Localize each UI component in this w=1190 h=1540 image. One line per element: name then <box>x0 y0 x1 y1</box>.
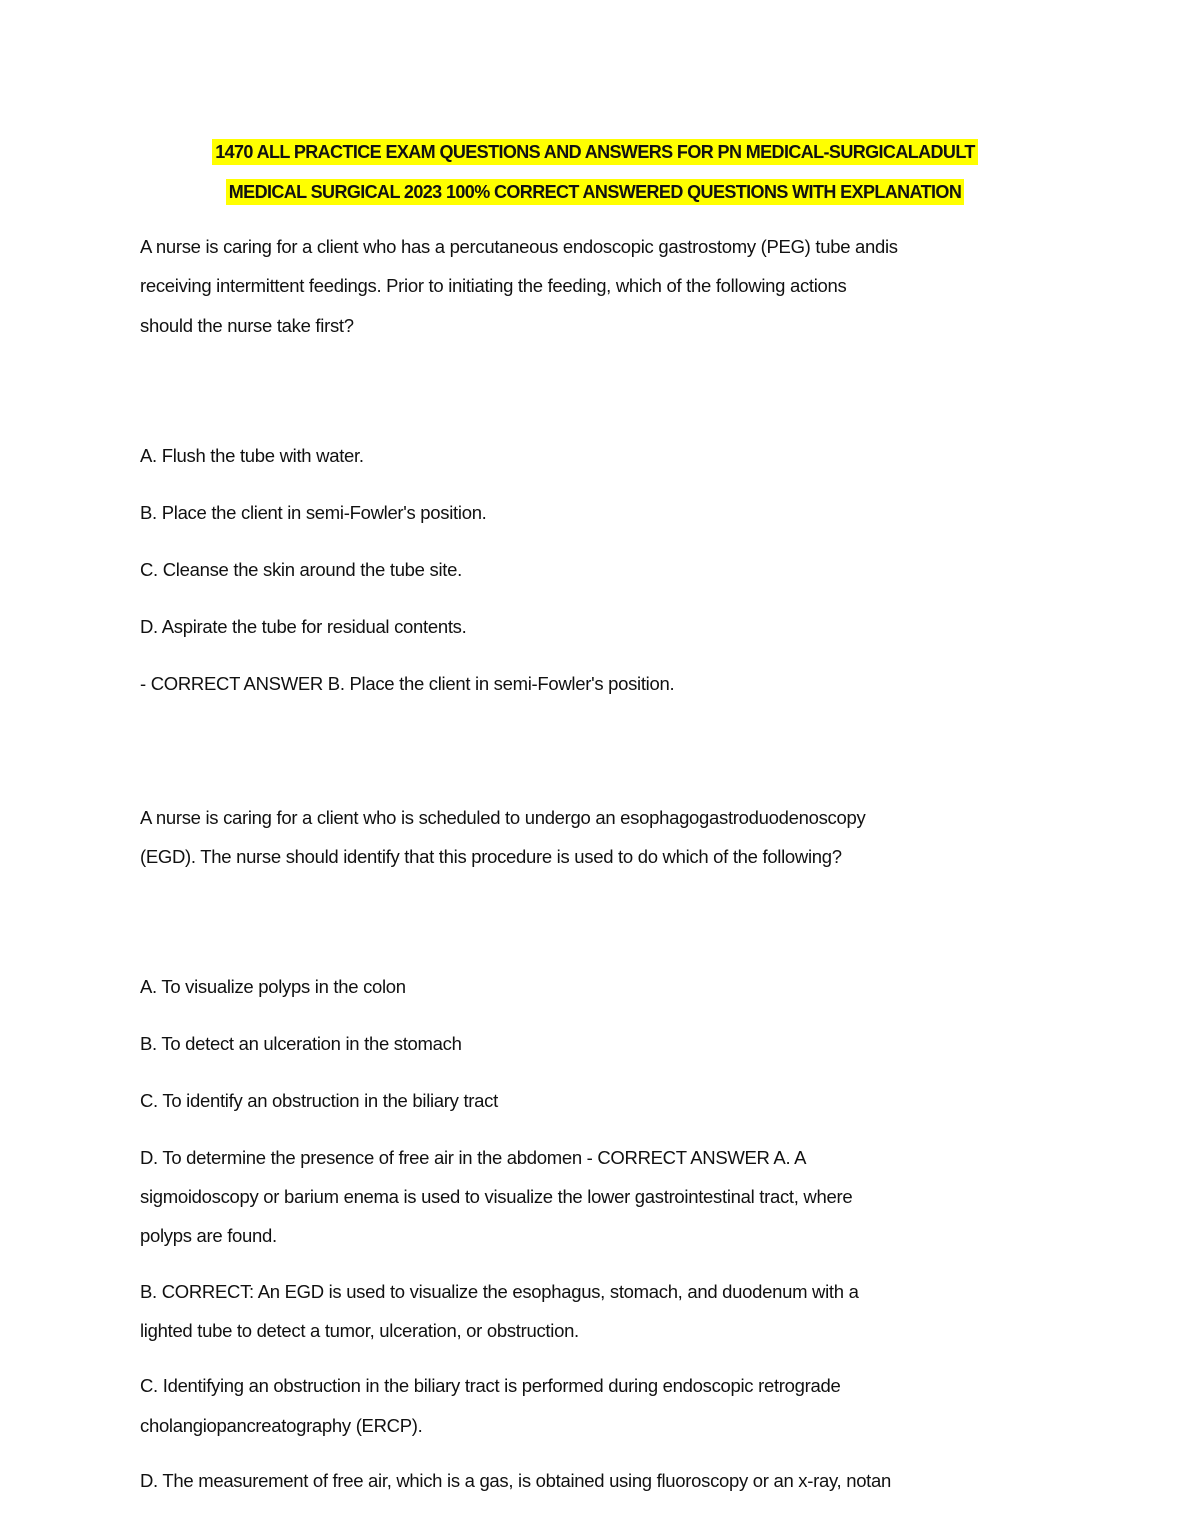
text-line: A nurse is caring for a client who has a percutaneous endoscopic gastrostomy (PEG) tube andis <box>140 236 898 257</box>
text-line: A nurse is caring for a client who is scheduled to undergo an esophagogastroduodenoscopy <box>140 807 866 828</box>
document-title-line-2: MEDICAL SURGICAL 2023 100% CORRECT ANSWERED QUESTIONS WITH EXPLANATION <box>0 182 1190 203</box>
text-line: A. To visualize polyps in the colon <box>140 976 406 997</box>
text-line: polyps are found. <box>140 1225 277 1246</box>
text-line: C. To identify an obstruction in the biliary tract <box>140 1090 498 1111</box>
text-line: A. Flush the tube with water. <box>140 445 364 466</box>
text-line: C. Identifying an obstruction in the biliary tract is performed during endoscopic retrograde <box>140 1375 841 1396</box>
text-line: D. Aspirate the tube for residual contents. <box>140 616 467 637</box>
text-line: sigmoidoscopy or barium enema is used to visualize the lower gastrointestinal tract, where <box>140 1186 853 1207</box>
text-line: should the nurse take first? <box>140 315 354 336</box>
text-line: receiving intermittent feedings. Prior to initiating the feeding, which of the following actions <box>140 275 847 296</box>
text-line: cholangiopancreatography (ERCP). <box>140 1415 423 1436</box>
text-line: B. CORRECT: An EGD is used to visualize the esophagus, stomach, and duodenum with a <box>140 1281 859 1302</box>
document-title-line-1: 1470 ALL PRACTICE EXAM QUESTIONS AND ANSWERS FOR PN MEDICAL-SURGICALADULT <box>0 142 1190 163</box>
text-line: - CORRECT ANSWER B. Place the client in semi-Fowler's position. <box>140 673 675 694</box>
text-line: (EGD). The nurse should identify that this procedure is used to do which of the following? <box>140 846 842 867</box>
text-line: lighted tube to detect a tumor, ulceration, or obstruction. <box>140 1320 579 1341</box>
text-line: B. Place the client in semi-Fowler's position. <box>140 502 487 523</box>
text-line: B. To detect an ulceration in the stomach <box>140 1033 462 1054</box>
text-line: C. Cleanse the skin around the tube site. <box>140 559 462 580</box>
text-line: D. The measurement of free air, which is a gas, is obtained using fluoroscopy or an x-ray, notan <box>140 1470 892 1491</box>
text-line: D. To determine the presence of free air in the abdomen - CORRECT ANSWER A. A <box>140 1147 807 1168</box>
